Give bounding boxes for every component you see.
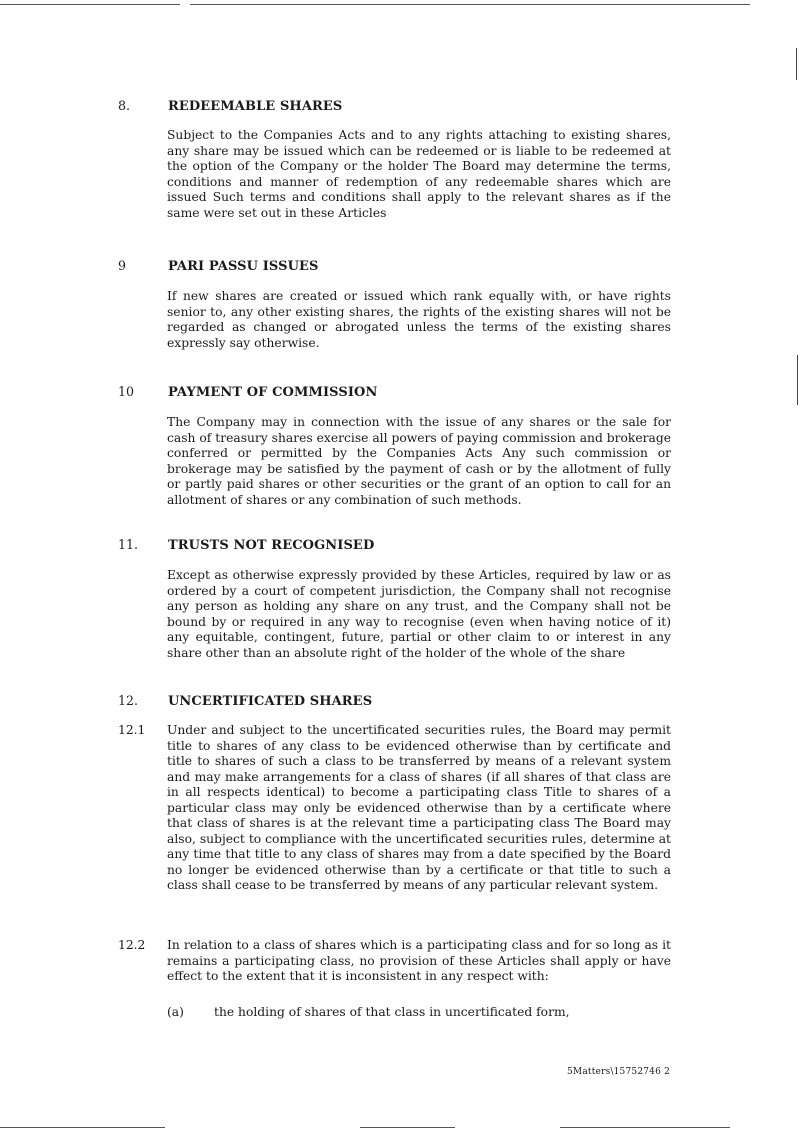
section-title: TRUSTS NOT RECOGNISED: [168, 538, 375, 553]
margin-mark: [797, 355, 798, 405]
section-heading: [118, 258, 319, 274]
section-heading: [118, 537, 374, 553]
subsection-number: 12.2: [118, 938, 146, 952]
section-number: 8.: [118, 98, 131, 113]
bottom-rule-right: [560, 1127, 730, 1128]
section-number: 9: [118, 258, 127, 273]
section-number: 10: [118, 384, 135, 399]
section-body: Subject to the Companies Acts and to any rights attaching to existing shares, any share may be issued which can be redeemed or is liable to be redeemed at the option of the Company or the holder The Board may determine the terms, conditions and manner of redemption of any redeemable shares which are issued Such terms and conditions shall apply to the relevant shares as if the same were set out in these Articles: [167, 128, 671, 220]
subsection-body: Under and subject to the uncertificated securities rules, the Board may permit title to shares of any class to be evidenced otherwise than by certificate and title to shares of such a class to be transferred by means of a relevant system and may make arrangements for a class of shares (if all shares of that class are in all respects identical) to become a participating class Title to shares of a particular class may only be evidenced otherwise than by a certificate where that class of shares is at the relevant time a participating class The Board may also, subject to compliance with the uncertificated securities rules, determine at any time that title to any class of shares may from a date specified by the Board no longer be evidenced otherwise than by a certificate or that title to such a class shall cease to be transferred by means of any particular relevant system.: [167, 723, 671, 892]
section-number: 12.: [118, 693, 139, 708]
top-rule-right: [190, 4, 750, 5]
section-number: 11.: [118, 537, 139, 552]
bottom-rule-middle: [360, 1127, 455, 1128]
top-rule-left: [0, 4, 180, 5]
section-heading: [118, 98, 342, 114]
section-title: UNCERTIFICATED SHARES: [168, 694, 373, 709]
list-item-label: (a): [167, 1005, 184, 1019]
section-body: If new shares are created or issued which rank equally with, or have rights senior to, any other existing shares, the rights of the existing shares will not be regarded as changed or abrogated unless the terms of the existing shares expressly say otherwise.: [167, 289, 671, 350]
bottom-rule-left: [0, 1127, 165, 1128]
document-reference: 5Matters\15752746 2: [567, 1067, 671, 1077]
list-item-text: the holding of shares of that class in uncertificated form,: [214, 1005, 570, 1019]
margin-mark: [796, 48, 797, 80]
section-heading: [118, 384, 377, 400]
subsection-body: In relation to a class of shares which is a participating class and for so long as it remains a participating class, no provision of these Articles shall apply or have effect to the extent that it is inconsistent in any respect with:: [167, 938, 671, 983]
section-body: The Company may in connection with the issue of any shares or the sale for cash of treasury shares exercise all powers of paying commission and brokerage conferred or permitted by the Companies Acts Any such commission or brokerage may be satisfied by the payment of cash or by the allotment of fully or partly paid shares or other securities or the grant of an option to call for an allotment of shares or any combination of such methods.: [167, 415, 671, 507]
section-heading: [118, 693, 372, 709]
subsection-number: 12.1: [118, 723, 146, 737]
section-title: PAYMENT OF COMMISSION: [168, 385, 378, 400]
section-title: REDEEMABLE SHARES: [168, 99, 343, 114]
section-body: Except as otherwise expressly provided by these Articles, required by law or as ordered by a court of competent jurisdiction, the Company shall not recognise any person as holding any share on any trust, and the Company shall not be bound by or required in any way to recognise (even when having notice of it) any equitable, contingent, future, partial or other claim to or interest in any share other than an absolute right of the holder of the whole of the share: [167, 568, 671, 660]
section-title: PARI PASSU ISSUES: [168, 259, 319, 274]
